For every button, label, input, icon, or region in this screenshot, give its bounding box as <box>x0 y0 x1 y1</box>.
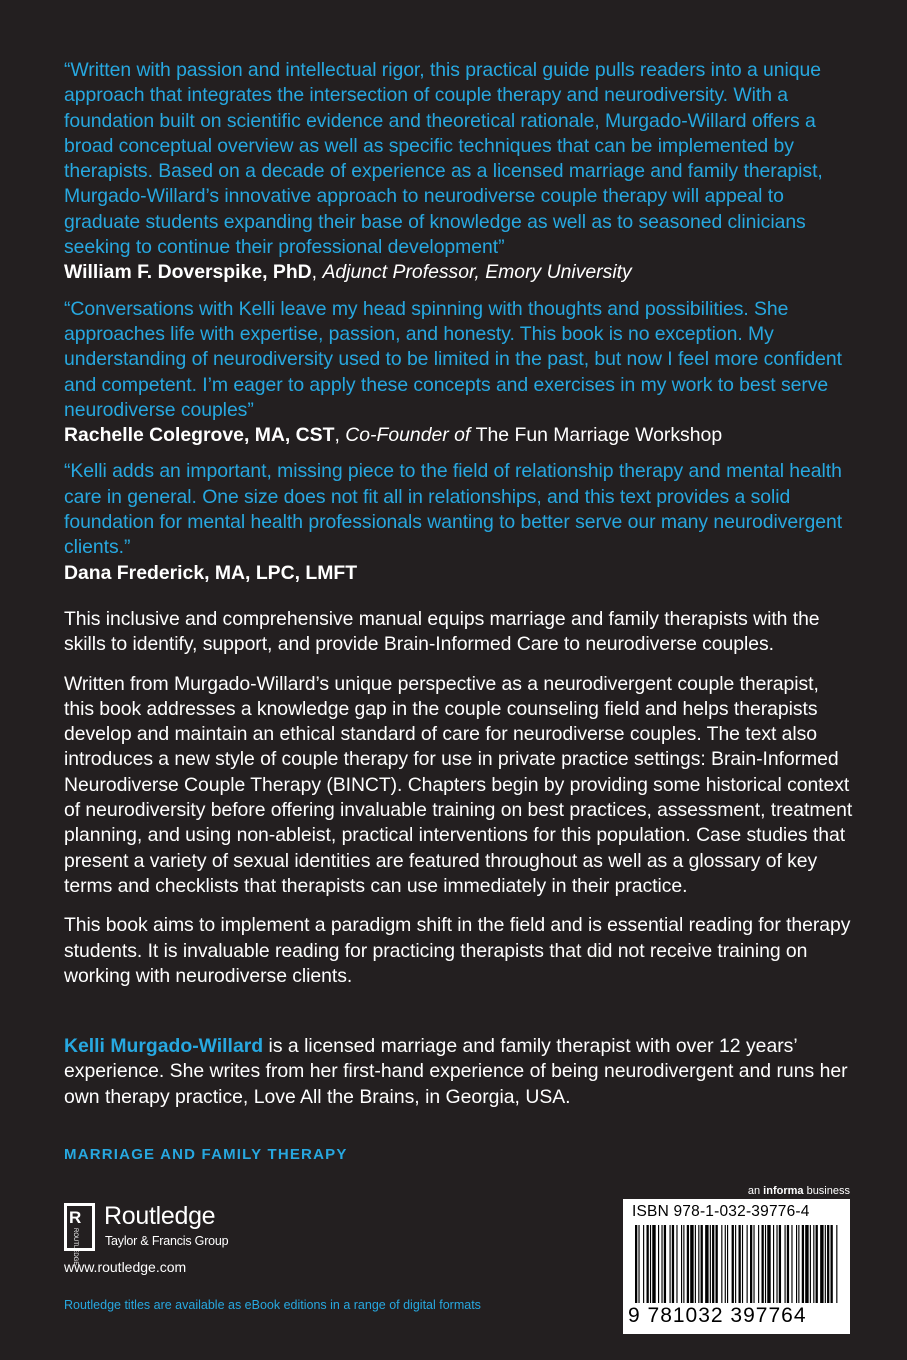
barcode-bar <box>798 1225 799 1303</box>
subject-category: MARRIAGE AND FAMILY THERAPY <box>64 1146 348 1163</box>
isbn-label: ISBN 978-1-032-39776-4 <box>632 1203 810 1220</box>
barcode-bar <box>813 1225 814 1303</box>
barcode-bar <box>670 1225 671 1303</box>
endorser-name: Rachelle Colegrove, MA, CST <box>64 424 335 447</box>
barcode-bar <box>695 1225 696 1303</box>
barcode-bar <box>647 1225 649 1303</box>
publisher-logo <box>64 1200 264 1266</box>
barcode-bar <box>739 1225 741 1303</box>
barcode-bar <box>727 1225 728 1303</box>
endorser-role: Co-Founder of <box>345 424 476 447</box>
barcode-bar <box>810 1225 811 1303</box>
publisher-name: Routledge <box>104 1202 216 1230</box>
barcode-bar <box>635 1225 637 1303</box>
publisher-url[interactable]: www.routledge.com <box>64 1259 187 1275</box>
barcode-bar <box>758 1225 759 1303</box>
endorsement-attribution-1: William F. Doverspike, PhD, Adjunct Professor, Emory University <box>64 261 632 284</box>
barcode-bar <box>701 1225 703 1303</box>
barcode-bar <box>791 1225 792 1303</box>
publisher-group: Taylor & Francis Group <box>105 1234 229 1248</box>
barcode-bar <box>742 1225 743 1303</box>
barcode-bar <box>712 1225 714 1303</box>
barcode-bar <box>690 1225 693 1303</box>
workshop-name: The Fun Marriage Workshop <box>475 424 723 447</box>
barcode-bar <box>747 1225 748 1303</box>
barcode-bar <box>732 1225 734 1303</box>
barcode-bar <box>776 1225 777 1303</box>
barcode-bar <box>664 1225 666 1303</box>
barcode-bar <box>753 1225 754 1303</box>
author-name: Kelli Murgado-Willard <box>64 1035 264 1057</box>
endorser-name: William F. Doverspike, PhD <box>64 261 312 284</box>
barcode-bar <box>767 1225 770 1303</box>
author-bio <box>64 1034 854 1110</box>
barcode-bar <box>796 1225 797 1303</box>
isbn-barcode <box>623 1199 850 1334</box>
barcode-bar <box>716 1225 718 1303</box>
barcode-bars <box>631 1225 842 1307</box>
barcode-bar <box>735 1225 736 1303</box>
barcode-bar <box>658 1225 659 1303</box>
barcode-bar <box>638 1225 639 1303</box>
endorser-role: Adjunct Professor, Emory University <box>322 261 632 284</box>
barcode-bar <box>827 1225 829 1303</box>
barcode-digits: 9 781032 397764 <box>628 1304 807 1327</box>
book-description <box>64 607 854 1003</box>
barcode-bar <box>652 1225 655 1303</box>
barcode-bar <box>683 1225 684 1303</box>
barcode-bar <box>721 1225 722 1303</box>
endorsement-quote-2: “Conversations with Kelli leave my head spinning with thoughts and possibilities. She approaches life with expertise, passion, and honesty. This book is no exception. My understanding of neurodiversity used to be limited in the past, but now I feel more confident and competent. I’m eager to apply these concepts and exercises in my work to best serve neurodiverse couples” <box>64 297 842 421</box>
barcode-bar <box>710 1225 711 1303</box>
barcode-bar <box>802 1225 804 1303</box>
endorser-name: Dana Frederick, MA, LPC, LMFT <box>64 561 358 584</box>
barcode-bar <box>650 1225 651 1303</box>
barcode-bar <box>725 1225 726 1303</box>
barcode-bar <box>643 1225 644 1303</box>
barcode-bar <box>687 1225 689 1303</box>
barcode-bar <box>816 1225 818 1303</box>
barcode-bar <box>825 1225 826 1303</box>
barcode-bar <box>750 1225 752 1303</box>
barcode-bar <box>661 1225 662 1303</box>
description-paragraph-3: This book aims to implement a paradigm shift in the field and is essential reading for therapy students. It is invaluable reading for practicing therapists that did not receive training on working with neurodiverse clients. <box>64 914 851 987</box>
barcode-bar <box>762 1225 764 1303</box>
barcode-bar <box>705 1225 708 1303</box>
barcode-bar <box>836 1225 837 1303</box>
barcode-bar <box>672 1225 674 1303</box>
routledge-mark-icon: R ROUTLEDGE <box>64 1203 95 1251</box>
barcode-bar <box>805 1225 808 1303</box>
barcode-bar <box>787 1225 789 1303</box>
barcode-bar <box>773 1225 774 1303</box>
endorsement-quote-1: “Written with passion and intellectual rigor, this practical guide pulls readers into a unique approach that integrates the intersection of couple therapy and neurodiversity. With a foundation built on scientific evidence and theoretical rationale, Murgado-Willard offers a broad conceptual overview as well as specific techniques that can be implemented by therapists. Based on a decade of experience as a licensed marriage and family therapist, Murgado-Willard’s innovative approach to neurodiverse couple therapy will appeal to graduate students expanding their base of knowledge as well as to seasoned clinicians seeking to continue their professional development” <box>64 59 823 259</box>
barcode-bar <box>681 1225 682 1303</box>
barcode-bar <box>698 1225 699 1303</box>
barcode-bar <box>785 1225 786 1303</box>
endorsement-attribution-3 <box>64 561 854 586</box>
author-bio-text: is a licensed marriage and family therapist with over 12 years’ experience. She writes from her first-hand experience of being neurodivergent and runs her own therapy practice, Love All the Brains, in Georgia, USA. <box>64 1035 848 1108</box>
barcode-bar <box>779 1225 781 1303</box>
endorsement-quote-3: “Kelli adds an important, missing piece to the field of relationship therapy and mental health care in general. One size does not fit all in relationships, and this text provides a solid foundation for mental health professionals wanting to better serve our many neurodivergent clients.” <box>64 460 843 559</box>
ebook-note: Routledge titles are available as eBook editions in a range of digital formats <box>64 1298 481 1312</box>
barcode-bar <box>765 1225 766 1303</box>
barcode-bar <box>831 1225 833 1303</box>
description-paragraph-2: Written from Murgado-Willard’s unique perspective as a neurodivergent couple therapist, this book addresses a knowledge gap in the couple counseling field and helps therapists develop and maintain an ethical standard of care for neurodiverse couples. The text also introduces a new style of couple therapy for use in private practice settings: Brain-Informed Neurodiverse Couple Therapy (BINCT). Chapters begin by providing some historical context of neurodiversity before offering invaluable training on best practices, assessment, treatment planning, and using non-ableist, practical interventions for this population. Case studies that present a variety of sexual identities are featured throughout as well as a glossary of key terms and checklists that therapists can use immediately in their practice. <box>64 672 853 897</box>
barcode-bar <box>820 1225 823 1303</box>
informa-business-label: an informa business <box>747 1185 850 1197</box>
description-paragraph-1: This inclusive and comprehensive manual equips marriage and family therapists with the skills to identify, support, and provide Brain-Informed Care to neurodiverse couples. <box>64 608 820 656</box>
endorsements <box>64 58 854 597</box>
endorsement-attribution-2: Rachelle Colegrove, MA, CST, Co-Founder of The Fun Marriage Workshop <box>64 424 723 447</box>
barcode-bar <box>676 1225 677 1303</box>
